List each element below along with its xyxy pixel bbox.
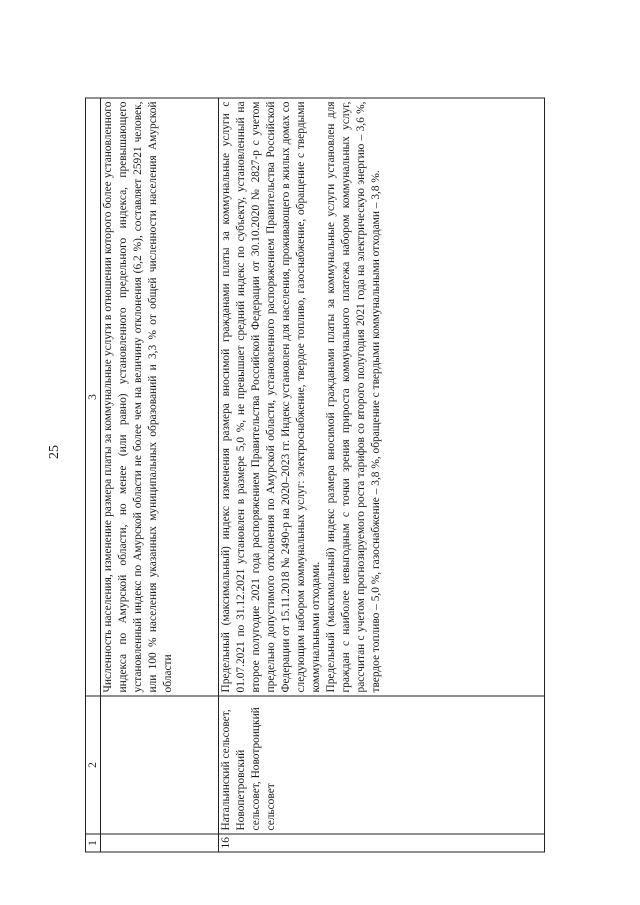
description-paragraph: Численность населения, изменение размера платы за коммунальные услуги в отношении которого более установленного индекса по Амурской области, но менее (или равно) установленного предельного индекса, превышающего установленный индекс по Амурской области не более чем на величину отклонения (6,2 %), составляет 25921 человек, или 100 % населения указанных муниципальных образований и 3,3 % от общей численности населения Амурской области [102, 101, 175, 693]
municipality-cell: Натальинский сельсовет, Новопетровский сельсовет, Новотроицкий сельсовет [219, 696, 545, 834]
table-row [101, 98, 219, 852]
header-col-3: 3 [86, 98, 101, 696]
header-col-1: 1 [86, 834, 101, 852]
page-number: 25 [47, 445, 62, 459]
description-cell [101, 98, 219, 696]
table-row [219, 98, 545, 852]
row-number-cell: 16 [219, 834, 545, 852]
description-paragraph: Предельный (максимальный) индекс изменения размера вносимой гражданами платы за коммунальные услуги с 01.07.2021 по 31.12.2021 установлен в размере 5,0 %, не превышает средний индекс по субъекту, установленный на второе полугодие 2021 года распоряжением Правительства Российской Федерации от 30.10.2020 № 2827-р с учетом предельно допустимого отклонения по Амурской области, установленного распоряжением Правительства Российской Федерации от 15.11.2018 № 2490-р на 2020–2023 гг. Индекс установлен для населения, проживающего в жилых домах со следующим набором коммунальных услуг: электроснабжение, твердое топливо, газоснабжение, обращение с твердыми коммунальными отходами. [220, 101, 323, 693]
header-col-2: 2 [86, 696, 101, 834]
row-number-cell [101, 834, 219, 852]
tariff-index-table-container [85, 98, 545, 853]
tariff-index-table [85, 98, 545, 853]
description-cell [219, 98, 545, 696]
municipality-cell [101, 696, 219, 834]
table-header-row [86, 98, 101, 852]
description-paragraph: Предельный (максимальный) индекс размера вносимой гражданами платы за коммунальные услуги установлен для граждан с наиболее невыгодным с точки зрения прироста коммунального платежа набором коммунальных услуг, рассчитан с учетом прогнозируемого роста тарифов со второго полугодия 2021 года на электрическую энергию – 3,6 %, твердое топливо – 5,0 %, газоснабжение – 3,8 %, обращение с твердыми коммунальными отходами – 3,8 %. [325, 101, 383, 693]
